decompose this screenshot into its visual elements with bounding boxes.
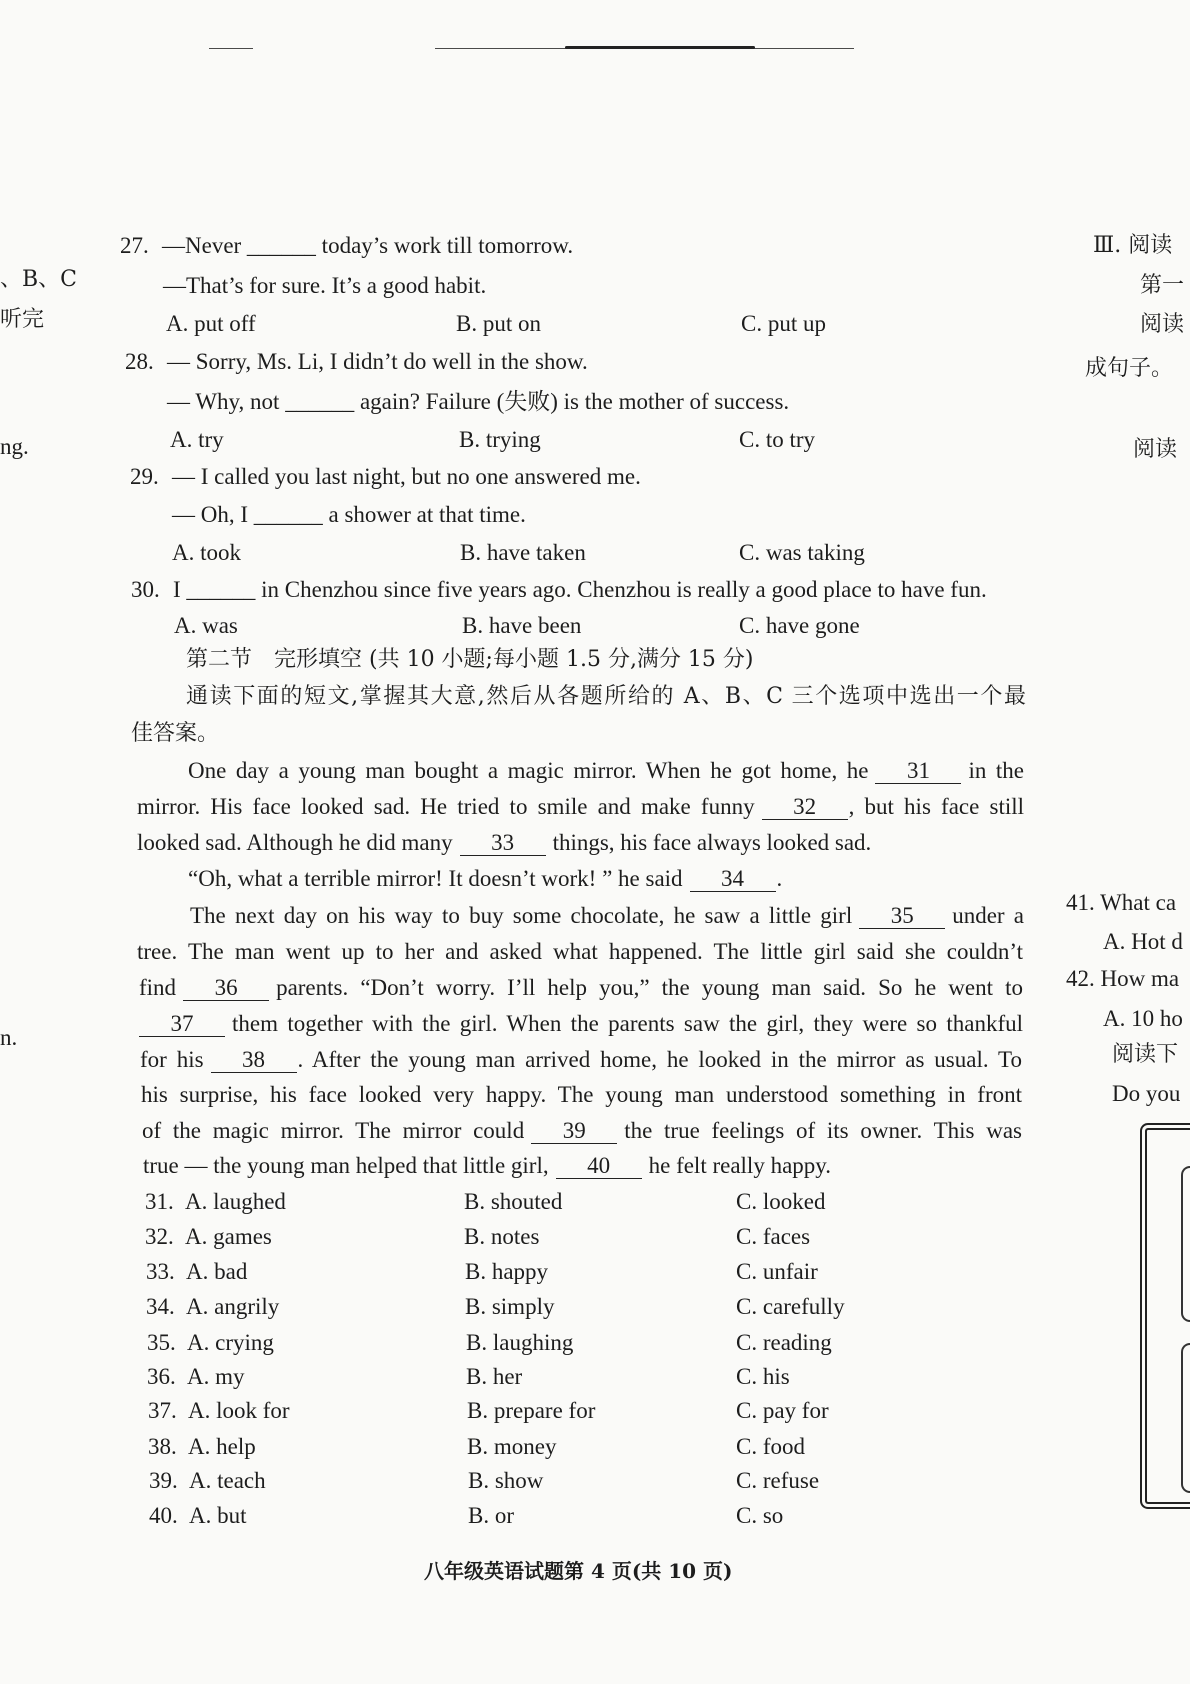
question-28	[125, 347, 588, 377]
question-30-options	[0, 611, 1190, 641]
question-number: 29.	[130, 464, 159, 489]
passage-text: things, his face always looked sad.	[552, 830, 872, 855]
option-number: 36.	[147, 1364, 176, 1389]
option-c: C. refuse	[736, 1468, 820, 1493]
option-number: 37.	[148, 1398, 177, 1423]
passage-line: tree. The man went up to her and asked what happened. The little girl said she couldn’t	[137, 939, 1023, 964]
instruction-line: 佳答案。	[131, 721, 220, 746]
passage-text: looked sad. Although he did many	[137, 830, 453, 855]
option-a: A. was	[174, 613, 238, 638]
right-margin-fragment: A. Hot d	[1103, 929, 1183, 954]
option-number: 31.	[145, 1189, 174, 1214]
passage-line	[137, 828, 871, 858]
option-number: 34.	[146, 1294, 175, 1319]
instruction-line: 通读下面的短文,掌握其大意,然后从各题所给的 A、B、C 三个选项中选出一个最	[186, 684, 1026, 709]
cloze-options-32	[0, 1222, 1190, 1252]
option-b: B. shouted	[464, 1189, 563, 1214]
passage-text: he felt really happy.	[648, 1153, 832, 1178]
passage-text: parents. “Don’t worry. I’ll help you,” the young man said. So he went to	[276, 975, 1023, 1000]
option-b: B. money	[467, 1434, 557, 1459]
cloze-options-37	[0, 1396, 1190, 1426]
passage-line	[188, 864, 782, 894]
option-b: B. or	[468, 1503, 514, 1528]
question-stem: I ______ in Chenzhou since five years ago. Chenzhou is really a good place to have fun.	[173, 577, 987, 602]
option-c: C. put up	[741, 311, 826, 336]
left-margin-fragment: 、B、C	[0, 267, 78, 292]
question-stem: — I called you last night, but no one answered me.	[172, 464, 641, 489]
passage-text: true — the young man helped that little girl,	[143, 1153, 549, 1178]
cloze-blank: 37	[139, 1011, 225, 1037]
option-c: C. faces	[736, 1224, 811, 1249]
option-c: C. unfair	[736, 1259, 818, 1284]
option-a: A. took	[172, 540, 241, 565]
option-number: 40.	[149, 1503, 178, 1528]
left-margin-fragment: ng.	[0, 434, 29, 459]
cloze-blank: 35	[859, 903, 945, 929]
option-b: B. laughing	[466, 1330, 574, 1355]
passage-text: the true feelings of its owner. This was	[624, 1118, 1022, 1143]
cloze-options-35	[0, 1328, 1190, 1358]
cloze-blank: 40	[556, 1153, 642, 1179]
right-margin-fragment: Do you	[1112, 1081, 1181, 1106]
option-a: A. games	[185, 1224, 272, 1249]
option-b: B. her	[466, 1364, 523, 1389]
question-27-options	[0, 309, 1190, 339]
right-margin-fragment: Ⅲ. 阅读	[1093, 233, 1173, 258]
option-number: 32.	[145, 1224, 174, 1249]
cloze-options-33	[0, 1257, 1190, 1287]
option-b: B. show	[468, 1468, 544, 1493]
passage-text: them together with the girl. When the parents saw the girl, they were so thankful	[232, 1011, 1023, 1036]
passage-line	[139, 1009, 1023, 1039]
passage-line	[140, 1045, 1022, 1075]
left-margin-fragment: 听完	[0, 307, 45, 332]
option-b: B. simply	[465, 1294, 555, 1319]
right-margin-fragment: 阅读下	[1112, 1042, 1179, 1067]
option-a: A. help	[188, 1434, 256, 1459]
question-number: 27.	[120, 233, 149, 258]
passage-text: in the	[968, 758, 1024, 783]
cloze-blank: 36	[183, 975, 269, 1001]
question-number: 28.	[125, 349, 154, 374]
option-b: B. put on	[456, 311, 541, 336]
option-a: A. laughed	[185, 1189, 286, 1214]
option-c: C. carefully	[736, 1294, 845, 1319]
option-c: C. reading	[736, 1330, 832, 1355]
option-c: C. food	[736, 1434, 805, 1459]
passage-line	[188, 756, 1024, 786]
question-stem: —Never ______ today’s work till tomorrow.	[162, 233, 574, 258]
left-margin-fragment: n.	[0, 1025, 18, 1050]
option-b: B. notes	[464, 1224, 540, 1249]
cloze-blank: 32	[762, 794, 848, 820]
page-footer: 八年级英语试题第 4 页(共 10 页)	[424, 1559, 733, 1583]
option-c: C. so	[736, 1503, 784, 1528]
right-margin-fragment: A. 10 ho	[1103, 1006, 1183, 1031]
option-b: B. have taken	[460, 540, 586, 565]
passage-text: One day a young man bought a magic mirror. When he got home, he	[188, 758, 869, 783]
passage-text: , but his face still	[848, 794, 1025, 819]
option-c: C. looked	[736, 1189, 826, 1214]
question-29-reply: — Oh, I ______ a shower at that time.	[172, 502, 526, 527]
option-c: C. pay for	[736, 1398, 829, 1423]
passage-line	[190, 901, 1024, 931]
passage-text: find	[139, 975, 177, 1000]
passage-line	[139, 973, 1023, 1003]
question-30	[131, 575, 987, 605]
option-number: 35.	[147, 1330, 176, 1355]
cloze-options-34	[0, 1292, 1190, 1322]
question-29	[130, 462, 641, 492]
passage-text: The next day on his way to buy some chocolate, he saw a little girl	[190, 903, 853, 928]
passage-text: for his	[140, 1047, 204, 1072]
option-b: B. prepare for	[467, 1398, 596, 1423]
right-margin-fragment: 阅读	[1140, 312, 1185, 337]
cloze-blank: 34	[690, 866, 776, 892]
cloze-options-40	[0, 1501, 1190, 1531]
passage-text: .	[776, 866, 783, 891]
option-c: C. his	[736, 1364, 790, 1389]
passage-line	[137, 792, 1024, 822]
cloze-blank: 39	[531, 1118, 617, 1144]
question-stem: — Sorry, Ms. Li, I didn’t do well in the show.	[167, 349, 588, 374]
header-rule-short	[209, 48, 253, 49]
option-a: A. look for	[188, 1398, 290, 1423]
right-margin-fragment: 42. How ma	[1066, 966, 1180, 991]
option-a: A. teach	[189, 1468, 266, 1493]
passage-text: under a	[952, 903, 1025, 928]
cloze-options-39	[0, 1466, 1190, 1496]
question-28-options	[0, 425, 1190, 455]
right-margin-fragment: 41. What ca	[1066, 890, 1177, 915]
right-margin-fragment: 成句子。	[1085, 356, 1174, 381]
option-c: C. to try	[739, 427, 816, 452]
question-27	[120, 231, 573, 261]
right-margin-fragment: 第一	[1140, 273, 1185, 298]
passage-text: of the magic mirror. The mirror could	[142, 1118, 525, 1143]
option-a: A. bad	[186, 1259, 248, 1284]
cloze-blank: 33	[460, 830, 546, 856]
option-a: A. my	[187, 1364, 245, 1389]
option-number: 38.	[148, 1434, 177, 1459]
question-28-reply: — Why, not ______ again? Failure (失败) is the mother of success.	[167, 389, 790, 414]
passage-line	[142, 1116, 1022, 1146]
cloze-options-31	[0, 1187, 1190, 1217]
passage-line	[143, 1151, 831, 1181]
option-b: B. have been	[462, 613, 582, 638]
option-c: C. have gone	[739, 613, 860, 638]
passage-text: mirror. His face looked sad. He tried to smile and make funny	[137, 794, 755, 819]
option-b: B. trying	[459, 427, 541, 452]
section-heading: 第二节 完形填空 (共 10 小题;每小题 1.5 分,满分 15 分)	[186, 647, 754, 672]
cloze-blank: 31	[875, 758, 961, 784]
option-number: 39.	[149, 1468, 178, 1493]
option-number: 33.	[146, 1259, 175, 1284]
header-rule-thick	[565, 46, 755, 49]
passage-text: “Oh, what a terrible mirror! It doesn’t work! ” he said	[188, 866, 683, 891]
option-a: A. angrily	[186, 1294, 280, 1319]
option-a: A. try	[170, 427, 224, 452]
option-a: A. but	[189, 1503, 247, 1528]
cloze-options-36	[0, 1362, 1190, 1392]
right-margin-fragment: 阅读	[1133, 437, 1178, 462]
question-27-reply: —That’s for sure. It’s a good habit.	[163, 273, 487, 298]
question-number: 30.	[131, 577, 160, 602]
question-29-options	[0, 538, 1190, 568]
option-a: A. crying	[187, 1330, 274, 1355]
cloze-options-38	[0, 1432, 1190, 1462]
passage-line: his surprise, his face looked very happy. The young man understood something in front	[141, 1082, 1022, 1107]
option-b: B. happy	[465, 1259, 549, 1284]
option-c: C. was taking	[739, 540, 865, 565]
option-a: A. put off	[166, 311, 256, 336]
passage-text: . After the young man arrived home, he looked in the mirror as usual. To	[297, 1047, 1022, 1072]
cloze-blank: 38	[211, 1047, 297, 1073]
